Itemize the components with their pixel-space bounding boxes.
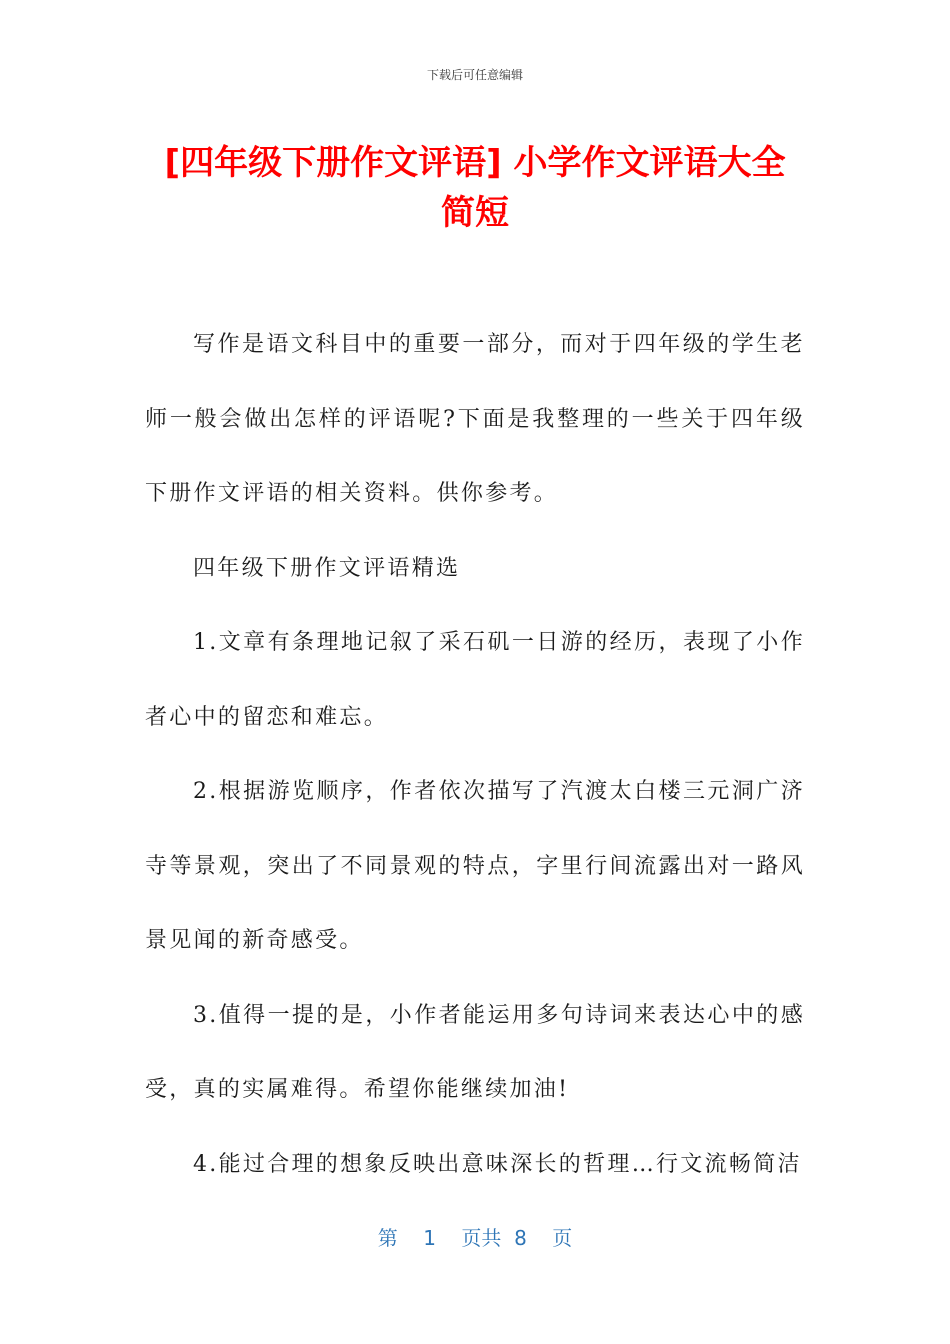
footer-total-pages: 8 — [514, 1226, 527, 1250]
comment-item-2: 2.根据游览顺序，作者依次描写了汽渡太白楼三元洞广济寺等景观，突出了不同景观的特点，字里行间流露出对一路风景见闻的新奇感受。 — [145, 779, 805, 953]
document-body — [145, 308, 805, 1202]
footer-page-middle: 页共 — [461, 1226, 502, 1250]
comment-item-3: 3.值得一提的是，小作者能运用多句诗词来表达心中的感受，真的实属难得。希望你能继续加油! — [145, 1002, 805, 1102]
comment-item-4: 4.能过合理的想象反映出意味深长的哲理…行文流畅简洁 — [193, 1151, 802, 1177]
footer-page-number: 1 — [423, 1226, 436, 1250]
paragraph-intro: 写作是语文科目中的重要一部分，而对于四年级的学生老师一般会做出怎样的评语呢?下面是我整理的一些关于四年级下册作文评语的相关资料。供你参考。 — [145, 332, 805, 506]
page-footer — [0, 1222, 950, 1251]
comment-item-1: 1.文章有条理地记叙了采石矶一日游的经历，表现了小作者心中的留恋和难忘。 — [145, 630, 805, 730]
footer-page-suffix: 页 — [552, 1226, 573, 1250]
footer-page-prefix: 第 — [377, 1226, 398, 1250]
document-title: [四年级下册作文评语] 小学作文评语大全简短 — [164, 143, 786, 233]
section-heading: 四年级下册作文评语精选 — [193, 555, 461, 581]
header-note: 下载后可任意编辑 — [426, 68, 523, 82]
